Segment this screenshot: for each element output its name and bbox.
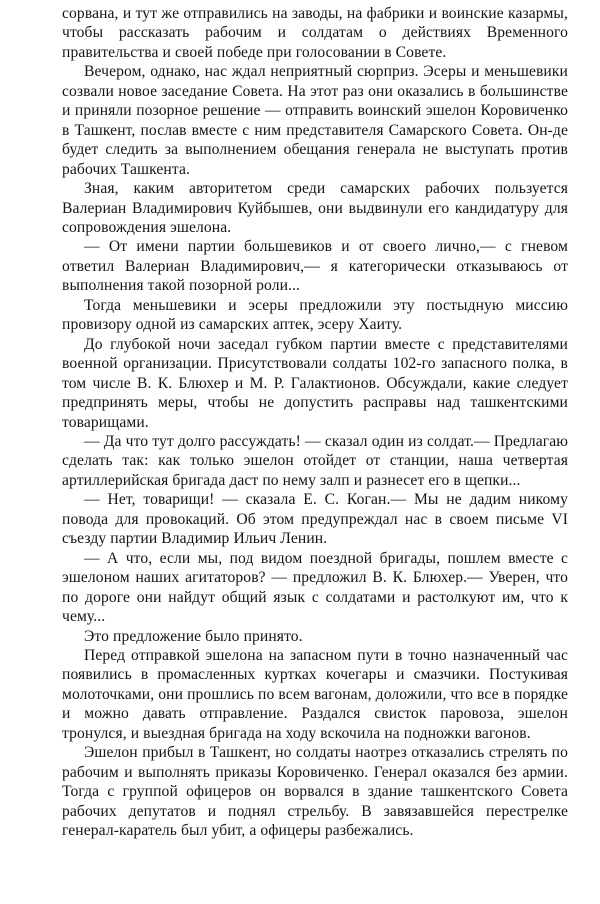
paragraph-11: Перед отправкой эшелона на запасном пути в точно назначенный час появились в промасленных куртках кочегары и смазчики. Постукивая молоточками, они прошлись по всем вагонам, доложили, что все в порядке и можно давать отправление. Раздался свисток паровоза, эшелон тронулся, и выездная бригада на ходу вскочила на подножки вагонов. <box>62 646 568 742</box>
paragraph-3: Зная, каким авторитетом среди самарских рабочих пользуется Валериан Владимирович Куйбышев, они выдвинули его кандидатуру для сопровождения эшелона. <box>62 180 568 236</box>
paragraph-8: — Нет, товарищи! — сказала Е. С. Коган.— Мы не дадим никому повода для провокаций. Об этом предупреждал нас в своем письме VI съезду партии Владимир Ильич Ленин. <box>62 491 568 548</box>
paragraph-1: сорвана, и тут же отправились на заводы, на фабрики и воинские казармы, чтобы рассказать рабочим и солдатам о действиях Временного правительства и своей победе при голосовании в Совете. <box>62 5 568 61</box>
paragraph-5: Тогда меньшевики и эсеры предложили эту постыдную миссию провизору одной из самарских аптек, эсеру Хаиту. <box>62 296 568 334</box>
paragraph-9: — А что, если мы, под видом поездной бригады, пошлем вместе с эшелоном наших агитаторов? — предложил В. К. Блюхер.— Уверен, что по дороге они найдут общий язык с солдатами и растолкуют им, что к чему... <box>62 549 568 626</box>
paragraph-2: Вечером, однако, нас ждал неприятный сюрприз. Эсеры и меньшевики созвали новое заседание Совета. На этот раз они оказались в большинстве и приняли позорное решение — отправить воинский эшелон Коровиченко в Ташкент, послав вместе с ним представителя Самарского Совета. Он-де будет следить за выполнением обещания генерала не выступать против рабочих Ташкента. <box>62 63 568 178</box>
paragraph-4: — От имени партии большевиков и от своего лично,— с гневом ответил Валериан Владимирович,— я категорически отказываюсь от выполнения такой позорной роли... <box>62 238 568 295</box>
book-page-text <box>62 4 568 840</box>
paragraph-10: Это предложение было принято. <box>84 627 303 645</box>
paragraph-12: Эшелон прибыл в Ташкент, но солдаты наотрез отказались стрелять по рабочим и выполнять приказы Коровиченко. Генерал оказался без армии. Тогда с группой офицеров он ворвался в здание ташкентского Совета рабочих депутатов и поднял стрельбу. В завязавшейся перестрелке генерал-каратель был убит, а офицеры разбежались. <box>62 744 568 840</box>
paragraph-6: До глубокой ночи заседал губком партии вместе с представителями военной организации. Присутствовали солдаты 102-го запасного полка, в том числе В. К. Блюхер и М. Р. Галактионов. Обсуждали, какие следует предпринять меры, чтобы не допустить расправы над ташкентскими товарищами. <box>62 335 568 431</box>
paragraph-7: — Да что тут долго рассуждать! — сказал один из солдат.— Предлагаю сделать так: как только эшелон отойдет от станции, наша четвертая артиллерийская бригада даст по нему залп и разнесет его в щепки... <box>62 432 568 489</box>
